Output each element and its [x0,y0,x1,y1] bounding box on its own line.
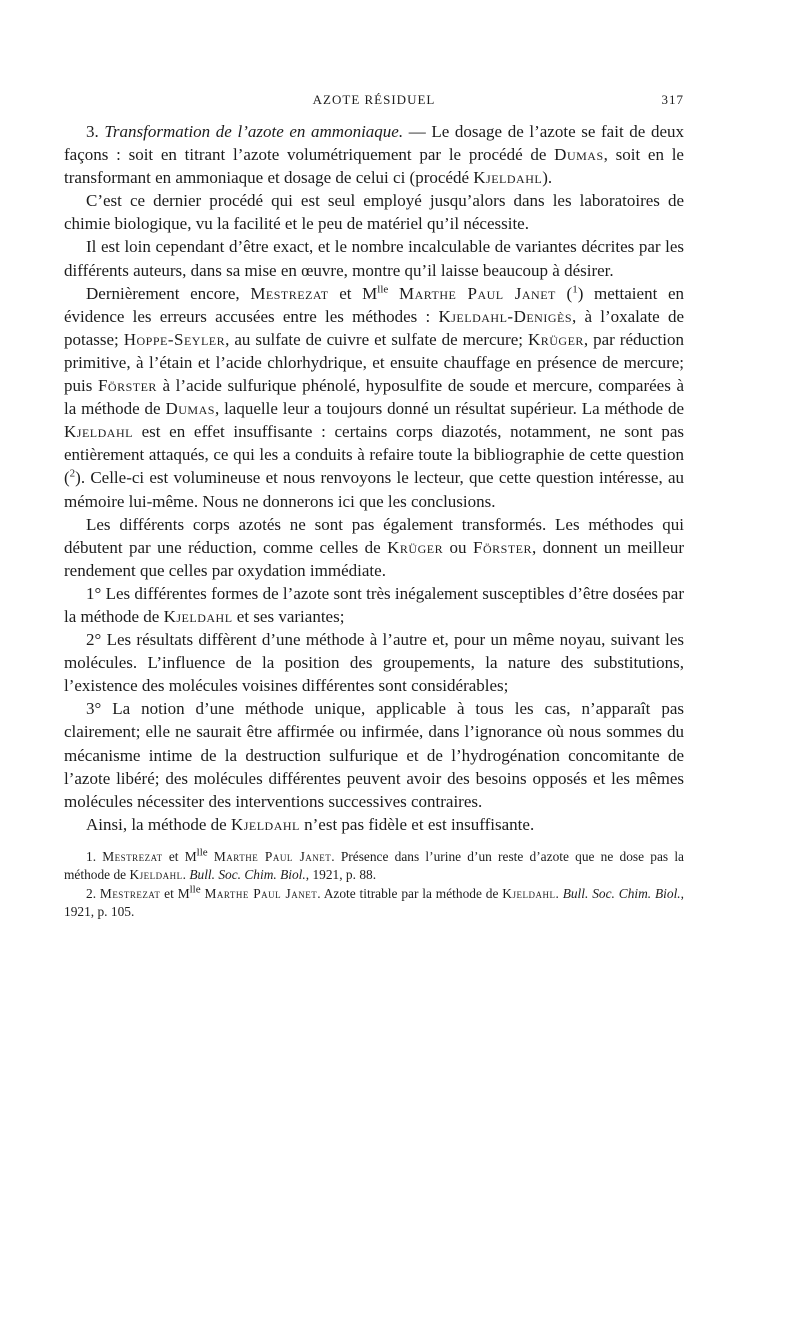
author-name: Kjeldahl [64,422,133,442]
text-run: , à l’oxalate de potasse; [64,306,684,349]
text-run: , laquelle leur a toujours donné un résultat supérieur. La méthode de [214,399,684,419]
text-run: . [555,885,563,901]
text-run: ) mettaient en évidence les erreurs accusées entre les méthodes : [64,283,684,326]
text-run: , soit en le transformant en ammoniaque et dosage de celui ci (procédé [64,145,684,188]
superscript: lle [189,883,201,896]
author-name: Marthe Paul Janet [204,885,318,901]
footnote-ref-2[interactable]: 2 [69,467,76,480]
journal-title: Bull. Soc. Chim. Biol. [562,885,681,901]
text-run: ( [555,283,573,303]
paragraph [64,813,684,836]
author-name: Kjeldahl [502,885,556,901]
text-run: est en effet insuffisante : certains corps diazotés, notamment, ne sont pas entièrement attaqués, ce qui les a conduits à refaire toute la bibliographie de cette question ( [64,422,684,488]
text-run: à l’acide sulfurique phénolé, hyposulfite de soude et mercure, comparées à la méthode de [64,376,684,419]
running-head [64,90,684,114]
conclusion-item-3: 3° La notion d’une méthode unique, applicable à tous les cas, n’apparaît pas clairement; elle ne saurait être affirmée ou infirmée, dans l’ignorance où nous sommes du mécanisme intime de la destruction sulfurique et de l’hydrogénation concomitante de l’azote libéré; des molécules différentes peuvent avoir des besoins opposés et les mêmes molécules nécessiter des interventions successives contraires. [64,699,684,811]
text-run: Les différents corps azotés ne sont pas également transformés. Les méthodes qui débutent par une réduction, comme celles de [64,514,684,557]
paragraph: Il est loin cependant d’être exact, et le nombre incalculable de variantes décrites par les différents auteurs, dans sa mise en œuvre, montre qu’il laisse beaucoup à désirer. [64,237,684,280]
author-name: Mestrezat [99,885,161,901]
author-name: Mestrezat [102,848,163,864]
superscript: lle [196,846,208,859]
text-run: et M [160,885,190,901]
author-name: Kjeldahl-Denigès [438,306,573,326]
text-run [388,284,399,303]
author-name: Hoppe-Seyler [123,329,226,349]
footnote-1 [64,848,684,885]
text-run: 1. [86,848,103,864]
text-run: , au sulfate de cuivre et sulfate de mercure; [225,329,528,349]
footnote-ref-1[interactable]: 1 [572,283,578,295]
running-title: AZOTE RÉSIDUEL [312,92,436,107]
author-name: Dumas [165,399,215,419]
author-name: Krüger [527,329,584,349]
book-page [64,90,684,922]
author-name: Marthe Paul Janet [398,283,556,303]
author-name: Mestrezat [250,283,329,303]
text-run: 3. [86,122,105,141]
author-name: Förster [97,376,157,396]
page-number: 317 [661,92,684,107]
text-run: ou [443,537,474,557]
text-run: et M [328,283,378,303]
author-name: Marthe Paul Janet [213,848,332,864]
text-run: et M [162,848,197,864]
author-name: Kjeldahl [129,867,183,883]
conclusion-item-2: 2° Les résultats diffèrent d’une méthode à l’autre et, pour un même noyau, suivant les molécules. L’influence de la position des groupements, la nature des substitutions, l’existence des molécules voisines différentes sont considérables; [64,630,684,696]
author-name: Kjeldahl [230,814,300,834]
text-run: ). [542,168,553,188]
paragraph [64,282,684,513]
text-run: , par réduction primitive, à l’étain et l’acide chlorhydrique, et ensuite chauffage en présence de mercure; puis [64,329,684,396]
text-run: . [182,867,190,883]
text-run: , 1921, p. 105. [64,885,685,920]
text-run: . Azote titrable par la méthode de [317,885,503,901]
text-run: Ainsi, la méthode de [86,814,231,834]
text-run: 1° Les différentes formes de l’azote sont très inégalement susceptibles d’être dosées par la méthode de [64,583,684,626]
superscript: lle [377,283,389,295]
author-name: Kjeldahl [163,606,233,626]
text-run: 2. [86,885,100,901]
footnote-2 [64,885,684,922]
text-run: et ses variantes; [232,606,345,626]
paragraph [64,513,684,582]
paragraph-section-3 [64,120,684,189]
author-name: Dumas [554,145,604,165]
text-run: . Présence dans l’urine d’un reste d’azote que ne dose pas la méthode de [64,848,684,883]
text-run: ). Celle-ci est volumineuse et nous renvoyons le lecteur, que cette question intéresse, au mémoire lui-même. Nous ne donnerons ici que les conclusions. [64,468,684,511]
text-run: — Le dosage de l’azote se fait de deux façons : soit en titrant l’azote volumétriquement par le procédé de [64,122,684,165]
body-text [64,120,684,836]
text-run: Dernièrement encore, [86,283,251,303]
author-name: Kjeldahl [473,168,543,188]
text-run: , 1921, p. 88. [305,867,377,883]
section-heading: Transformation de l’azote en ammoniaque. [104,122,404,141]
conclusion-item-1 [64,582,684,628]
journal-title: Bull. Soc. Chim. Biol. [189,867,306,883]
author-name: Krüger [387,537,444,557]
text-run: , donnent un meilleur rendement que celles par oxydation immédiate. [64,537,684,580]
paragraph: C’est ce dernier procédé qui est seul employé jusqu’alors dans les laboratoires de chimie biologique, vu la facilité et le peu de matériel qu’il nécessite. [64,191,684,234]
author-name: Förster [473,537,532,557]
footnotes [64,848,684,922]
text-run: n’est pas fidèle et est insuffisante. [299,814,535,834]
